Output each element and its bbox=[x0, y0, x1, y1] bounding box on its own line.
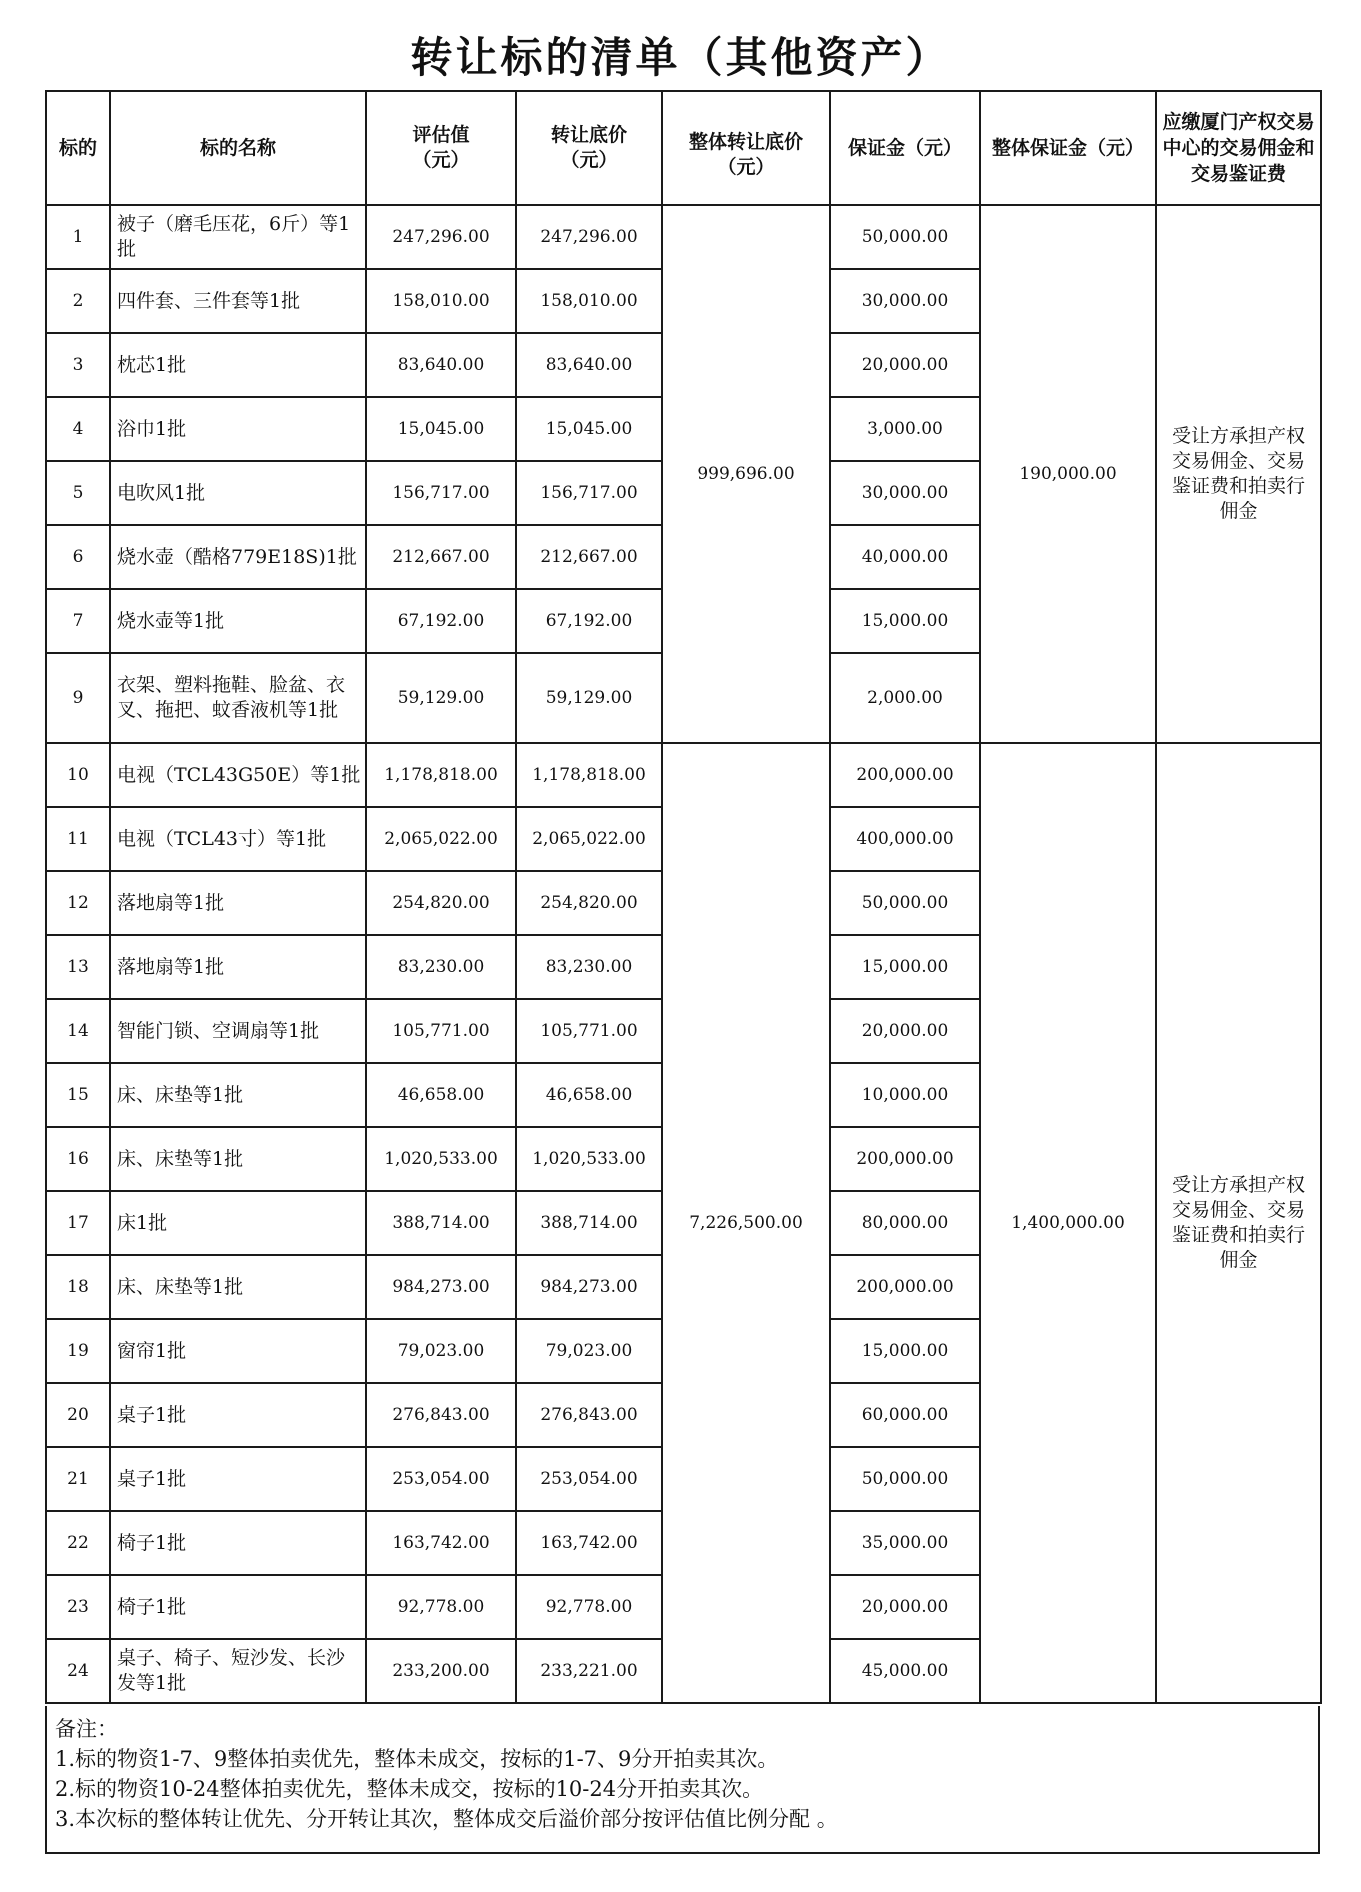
note-item: 2.标的物资10-24整体拍卖优先，整体未成交，按标的10-24分开拍卖其次。 bbox=[55, 1777, 764, 1801]
cell-no: 5 bbox=[46, 461, 110, 525]
cell-no: 10 bbox=[46, 743, 110, 807]
cell-reserve: 233,221.00 bbox=[516, 1639, 662, 1703]
cell-appraised: 15,045.00 bbox=[366, 397, 516, 461]
cell-fees: 受让方承担产权交易佣金、交易鉴证费和拍卖行佣金 bbox=[1156, 205, 1321, 743]
cell-deposit: 15,000.00 bbox=[830, 589, 980, 653]
cell-no: 23 bbox=[46, 1575, 110, 1639]
header-reserve: 转让底价 （元） bbox=[516, 91, 662, 205]
notes-label: 备注： bbox=[55, 1717, 118, 1741]
cell-appraised: 276,843.00 bbox=[366, 1383, 516, 1447]
cell-no: 7 bbox=[46, 589, 110, 653]
cell-deposit: 40,000.00 bbox=[830, 525, 980, 589]
cell-name: 智能门锁、空调扇等1批 bbox=[110, 999, 366, 1063]
cell-deposit: 3,000.00 bbox=[830, 397, 980, 461]
cell-name: 床1批 bbox=[110, 1191, 366, 1255]
cell-fees: 受让方承担产权交易佣金、交易鉴证费和拍卖行佣金 bbox=[1156, 743, 1321, 1703]
cell-appraised: 46,658.00 bbox=[366, 1063, 516, 1127]
cell-name: 桌子、椅子、短沙发、长沙发等1批 bbox=[110, 1639, 366, 1703]
cell-total-reserve: 999,696.00 bbox=[662, 205, 830, 743]
cell-reserve: 984,273.00 bbox=[516, 1255, 662, 1319]
cell-no: 21 bbox=[46, 1447, 110, 1511]
cell-appraised: 254,820.00 bbox=[366, 871, 516, 935]
page-title: 转让标的清单（其他资产） bbox=[410, 33, 951, 82]
cell-appraised: 79,023.00 bbox=[366, 1319, 516, 1383]
cell-reserve: 247,296.00 bbox=[516, 205, 662, 269]
cell-deposit: 35,000.00 bbox=[830, 1511, 980, 1575]
cell-name: 窗帘1批 bbox=[110, 1319, 366, 1383]
cell-deposit: 15,000.00 bbox=[830, 935, 980, 999]
cell-reserve: 92,778.00 bbox=[516, 1575, 662, 1639]
cell-name: 床、床垫等1批 bbox=[110, 1255, 366, 1319]
cell-no: 4 bbox=[46, 397, 110, 461]
cell-deposit: 15,000.00 bbox=[830, 1319, 980, 1383]
cell-reserve: 46,658.00 bbox=[516, 1063, 662, 1127]
table-body bbox=[46, 205, 1321, 1703]
cell-deposit: 20,000.00 bbox=[830, 333, 980, 397]
cell-no: 18 bbox=[46, 1255, 110, 1319]
cell-name: 椅子1批 bbox=[110, 1575, 366, 1639]
cell-name: 四件套、三件套等1批 bbox=[110, 269, 366, 333]
cell-no: 24 bbox=[46, 1639, 110, 1703]
cell-appraised: 984,273.00 bbox=[366, 1255, 516, 1319]
cell-name: 电视（TCL43G50E）等1批 bbox=[110, 743, 366, 807]
cell-reserve: 388,714.00 bbox=[516, 1191, 662, 1255]
cell-reserve: 1,178,818.00 bbox=[516, 743, 662, 807]
cell-reserve: 212,667.00 bbox=[516, 525, 662, 589]
cell-no: 2 bbox=[46, 269, 110, 333]
header-total-deposit: 整体保证金（元） bbox=[980, 91, 1156, 205]
cell-deposit: 60,000.00 bbox=[830, 1383, 980, 1447]
cell-reserve: 1,020,533.00 bbox=[516, 1127, 662, 1191]
cell-appraised: 247,296.00 bbox=[366, 205, 516, 269]
cell-appraised: 92,778.00 bbox=[366, 1575, 516, 1639]
header-name: 标的名称 bbox=[110, 91, 366, 205]
cell-reserve: 253,054.00 bbox=[516, 1447, 662, 1511]
cell-total-deposit: 190,000.00 bbox=[980, 205, 1156, 743]
cell-reserve: 15,045.00 bbox=[516, 397, 662, 461]
header-fees: 应缴厦门产权交易中心的交易佣金和交易鉴证费 bbox=[1156, 91, 1321, 205]
cell-no: 19 bbox=[46, 1319, 110, 1383]
cell-no: 14 bbox=[46, 999, 110, 1063]
cell-name: 电吹风1批 bbox=[110, 461, 366, 525]
cell-no: 22 bbox=[46, 1511, 110, 1575]
cell-no: 17 bbox=[46, 1191, 110, 1255]
cell-name: 枕芯1批 bbox=[110, 333, 366, 397]
cell-name: 床、床垫等1批 bbox=[110, 1127, 366, 1191]
cell-no: 12 bbox=[46, 871, 110, 935]
cell-no: 3 bbox=[46, 333, 110, 397]
cell-appraised: 59,129.00 bbox=[366, 653, 516, 743]
header-deposit: 保证金（元） bbox=[830, 91, 980, 205]
cell-reserve: 83,640.00 bbox=[516, 333, 662, 397]
note-item: 1.标的物资1-7、9整体拍卖优先，整体未成交，按标的1-7、9分开拍卖其次。 bbox=[55, 1747, 779, 1771]
cell-no: 20 bbox=[46, 1383, 110, 1447]
cell-reserve: 83,230.00 bbox=[516, 935, 662, 999]
cell-appraised: 83,640.00 bbox=[366, 333, 516, 397]
asset-table bbox=[45, 90, 1322, 1704]
cell-name: 浴巾1批 bbox=[110, 397, 366, 461]
cell-no: 11 bbox=[46, 807, 110, 871]
cell-appraised: 388,714.00 bbox=[366, 1191, 516, 1255]
cell-appraised: 2,065,022.00 bbox=[366, 807, 516, 871]
cell-name: 床、床垫等1批 bbox=[110, 1063, 366, 1127]
cell-reserve: 158,010.00 bbox=[516, 269, 662, 333]
cell-total-deposit: 1,400,000.00 bbox=[980, 743, 1156, 1703]
cell-reserve: 79,023.00 bbox=[516, 1319, 662, 1383]
cell-name: 落地扇等1批 bbox=[110, 935, 366, 999]
cell-name: 被子（磨毛压花，6斤）等1批 bbox=[110, 205, 366, 269]
cell-reserve: 2,065,022.00 bbox=[516, 807, 662, 871]
cell-name: 衣架、塑料拖鞋、脸盆、衣叉、拖把、蚊香液机等1批 bbox=[110, 653, 366, 743]
cell-deposit: 2,000.00 bbox=[830, 653, 980, 743]
cell-reserve: 105,771.00 bbox=[516, 999, 662, 1063]
cell-appraised: 253,054.00 bbox=[366, 1447, 516, 1511]
cell-name: 椅子1批 bbox=[110, 1511, 366, 1575]
cell-no: 15 bbox=[46, 1063, 110, 1127]
cell-deposit: 20,000.00 bbox=[830, 999, 980, 1063]
table-row bbox=[46, 205, 1321, 269]
cell-appraised: 212,667.00 bbox=[366, 525, 516, 589]
header-row bbox=[46, 91, 1321, 205]
cell-deposit: 50,000.00 bbox=[830, 1447, 980, 1511]
cell-no: 13 bbox=[46, 935, 110, 999]
cell-deposit: 200,000.00 bbox=[830, 1127, 980, 1191]
cell-reserve: 254,820.00 bbox=[516, 871, 662, 935]
cell-deposit: 200,000.00 bbox=[830, 743, 980, 807]
cell-name: 电视（TCL43寸）等1批 bbox=[110, 807, 366, 871]
header-no: 标的 bbox=[46, 91, 110, 205]
cell-appraised: 67,192.00 bbox=[366, 589, 516, 653]
cell-appraised: 233,200.00 bbox=[366, 1639, 516, 1703]
cell-appraised: 1,020,533.00 bbox=[366, 1127, 516, 1191]
cell-appraised: 1,178,818.00 bbox=[366, 743, 516, 807]
cell-name: 烧水壶等1批 bbox=[110, 589, 366, 653]
cell-name: 桌子1批 bbox=[110, 1447, 366, 1511]
cell-deposit: 20,000.00 bbox=[830, 1575, 980, 1639]
cell-appraised: 105,771.00 bbox=[366, 999, 516, 1063]
cell-reserve: 276,843.00 bbox=[516, 1383, 662, 1447]
cell-no: 16 bbox=[46, 1127, 110, 1191]
cell-deposit: 400,000.00 bbox=[830, 807, 980, 871]
cell-no: 6 bbox=[46, 525, 110, 589]
cell-reserve: 67,192.00 bbox=[516, 589, 662, 653]
cell-appraised: 156,717.00 bbox=[366, 461, 516, 525]
cell-deposit: 80,000.00 bbox=[830, 1191, 980, 1255]
header-total-reserve: 整体转让底价 （元） bbox=[662, 91, 830, 205]
cell-total-reserve: 7,226,500.00 bbox=[662, 743, 830, 1703]
cell-deposit: 10,000.00 bbox=[830, 1063, 980, 1127]
cell-reserve: 59,129.00 bbox=[516, 653, 662, 743]
cell-deposit: 30,000.00 bbox=[830, 269, 980, 333]
cell-deposit: 30,000.00 bbox=[830, 461, 980, 525]
cell-no: 9 bbox=[46, 653, 110, 743]
notes-section bbox=[45, 1706, 1320, 1854]
cell-name: 烧水壶（酷格779E18S)1批 bbox=[110, 525, 366, 589]
cell-deposit: 200,000.00 bbox=[830, 1255, 980, 1319]
cell-deposit: 50,000.00 bbox=[830, 871, 980, 935]
cell-appraised: 158,010.00 bbox=[366, 269, 516, 333]
cell-reserve: 156,717.00 bbox=[516, 461, 662, 525]
header-appraised: 评估值 （元） bbox=[366, 91, 516, 205]
cell-deposit: 45,000.00 bbox=[830, 1639, 980, 1703]
note-item: 3.本次标的整体转让优先、分开转让其次，整体成交后溢价部分按评估值比例分配 。 bbox=[55, 1807, 838, 1831]
table-row bbox=[46, 743, 1321, 807]
cell-deposit: 50,000.00 bbox=[830, 205, 980, 269]
cell-no: 1 bbox=[46, 205, 110, 269]
cell-name: 桌子1批 bbox=[110, 1383, 366, 1447]
cell-reserve: 163,742.00 bbox=[516, 1511, 662, 1575]
cell-appraised: 83,230.00 bbox=[366, 935, 516, 999]
cell-appraised: 163,742.00 bbox=[366, 1511, 516, 1575]
cell-name: 落地扇等1批 bbox=[110, 871, 366, 935]
